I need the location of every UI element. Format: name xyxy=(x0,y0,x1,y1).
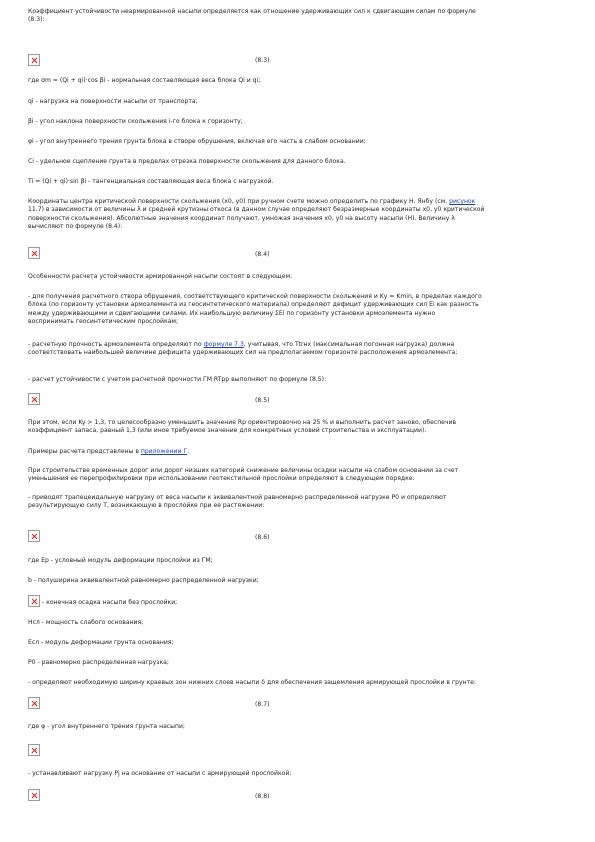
appendix-link[interactable]: приложении Г xyxy=(140,448,188,455)
text-line: Eсл - модуль деформации грунта основания; xyxy=(28,639,174,646)
paragraph-base-load xyxy=(28,770,568,778)
text-line: - устанавливают нагрузку Pj на основание от насыпи с армирующей прослойкой: xyxy=(28,770,292,777)
broken-image-icon xyxy=(28,789,40,801)
text-line: между удерживающими и сдвигающими силами. Их наибольшую величину ΣEi по горизонту установки армоэлемента нужно xyxy=(28,309,436,317)
paragraph-normal-component xyxy=(28,77,568,85)
text-line: воспринимать геосинтетическим прослойкам; xyxy=(28,317,179,325)
text-line: Ci - удельное сцепление грунта в пределах отрезка поверхности скольжения для данного блока. xyxy=(28,158,346,165)
text-line: При этом, если Ky > 1,3, то целесообразно уменьшить значение Rp ориентировочно на 25 % и выполнить расчет заново, обеспечив xyxy=(28,419,457,426)
text-line: - приводят трапецеидальную нагрузку от веса насыпи к эквивалентной равномерно распределенной нагрузке P0 и определяют xyxy=(28,494,447,501)
text-line: βi - угол наклона поверхности скольжения i-го блока к горизонту; xyxy=(28,118,243,125)
text-line: Hсл - мощность слабого основания; xyxy=(28,619,144,626)
text-line: - расчетную прочность армоэлемента определяют по формуле 7.3, учитывая, что Ttrнх (максимальная погонная нагрузка) должна xyxy=(28,341,455,348)
text-line: - конечная осадка насыпи без прослойки; xyxy=(42,599,178,606)
paragraph-soil-modulus xyxy=(28,639,568,647)
text-line: поверхности скольжения). Абсолютные значения координат получают, умножая значения x0, y0 на высоту насыпи (Н). Величину λ xyxy=(28,214,455,222)
paragraph-slip-center-coordinates xyxy=(28,198,568,231)
paragraph-reinforced-features xyxy=(28,273,568,281)
paragraph-examples xyxy=(28,448,568,456)
text-line: где φ - угол внутреннего трения грунта насыпи; xyxy=(28,723,185,730)
paragraph-cohesion xyxy=(28,158,568,166)
formula-number: (8.3) xyxy=(255,57,270,64)
text-line: результирующую силу T, возникающую в прослойке при ее растяжении: xyxy=(28,502,265,510)
text-line: коэффициент запаса, равный 1,3 (или иное требуемое значение для конкретных условий строительства и эксплуатации). xyxy=(28,427,427,435)
paragraph-stability-calc xyxy=(28,376,568,384)
paragraph-safety-factor xyxy=(28,419,568,436)
broken-image-icon xyxy=(28,744,40,756)
broken-image-icon xyxy=(28,393,40,405)
text-line: где σm = (Qi + qi)·cos βi - нормальная составляющая веса блока Qi и qi; xyxy=(28,77,261,84)
text-line: Координаты центра критической поверхности скольжения (x0, y0) при ручном счете можно определить по графику Н. Янбу (см. рисунок xyxy=(28,198,476,205)
broken-image-icon xyxy=(28,697,40,709)
text-line: - расчет устойчивости с учетом расчетной прочности ГМ RTpр выполняют по формуле (8.5): xyxy=(28,376,327,383)
broken-image-icon xyxy=(28,54,40,66)
paragraph-friction-angle xyxy=(28,138,568,146)
text-line: 11.7) в зависимости от величины λ и средней крутизны откоса (в данном случае определяют безразмерные координаты x0, y0 критической xyxy=(28,206,485,214)
text-line: где Ep - условный модуль деформации прослойки из ГМ; xyxy=(28,557,213,564)
text-line: Особенности расчета устойчивости армированной насыпи состоят в следующем: xyxy=(28,273,293,280)
text-line: уменьшения ее перепрофилировки при использовании геотекстильной прослойки определяют в следующем порядке: xyxy=(28,475,415,483)
text-line: соответствовать наибольшей величине дефицита удерживающих сил на предполагаемом горизонте расположения армоэлемента; xyxy=(28,349,458,357)
paragraph-tangential-component xyxy=(28,178,568,186)
text-line: b - полуширина эквивалентной равномерно распределенной нагрузки; xyxy=(28,577,259,584)
text-line: При строительстве временных дорог или дорог низших категорий снижение величины осадки насыпи на слабом основании за счет xyxy=(28,467,459,474)
formula-number: (8.6) xyxy=(255,534,270,541)
text-line: вычисляют по формуле (8.4): xyxy=(28,222,123,230)
formula-number: (8.8) xyxy=(255,793,270,800)
figure-link[interactable]: рисунок xyxy=(449,198,476,205)
text-line: - для получения расчетного створа обрушения, соответствующего критической поверхности скольжения и Kу = Kmin, в пределах каждого xyxy=(28,293,482,300)
formula-number: (8.7) xyxy=(255,701,270,708)
paragraph-transport-load xyxy=(28,98,568,106)
broken-image-icon xyxy=(28,247,40,259)
paragraph-temporary-roads xyxy=(28,467,568,484)
paragraph-half-width xyxy=(28,577,568,585)
paragraph-equivalent-load xyxy=(28,494,568,511)
formula-number: (8.4) xyxy=(255,251,270,258)
broken-image-icon xyxy=(28,530,40,542)
paragraph-distributed-load xyxy=(28,659,568,667)
text-line: P0 - равномерно распределенная нагрузка; xyxy=(28,659,169,666)
text-line: - определяют необходимую ширину краевых зон нижних слоев насыпи δ для обеспечения защемления армирующей прослойки в грунте: xyxy=(28,679,476,686)
formula-link[interactable]: формуле 7.3 xyxy=(203,341,244,348)
paragraph-design-strength xyxy=(28,341,568,358)
text-line: qi - нагрузка на поверхности насыпи от транспорта; xyxy=(28,98,198,105)
paragraph-slip-angle xyxy=(28,118,568,126)
formula-number: (8.5) xyxy=(255,397,270,404)
text-line: Коэффициент устойчивости неармированной насыпи определяется как отношение удерживающих сил к сдвигающим силам по формуле xyxy=(28,8,476,15)
paragraph-fill-friction xyxy=(28,723,568,731)
text-line: (8.3): xyxy=(28,16,45,24)
paragraph-weak-base-thickness xyxy=(28,619,568,627)
paragraph-final-settlement xyxy=(42,599,582,607)
text-line: φi - угол внутреннего трения грунта блока в створе обрушения, включая его часть в слабом основании; xyxy=(28,138,366,145)
broken-image-icon xyxy=(28,595,40,607)
paragraph-edge-zone-width xyxy=(28,679,568,687)
paragraph-deformation-modulus xyxy=(28,557,568,565)
text-line: Ti = (Qi + qi)·sin βi - тангенциальная составляющая веса блока с нагрузкой. xyxy=(28,178,274,185)
text-line: блока (по горизонту установки армоэлемента из геосинтетического материала) определяют дефицит удерживающих сил Ei как разность xyxy=(28,301,479,309)
paragraph-holding-deficit xyxy=(28,293,568,326)
text-line: Примеры расчета представлены в приложении Г. xyxy=(28,448,190,455)
paragraph-stability-intro xyxy=(28,8,568,25)
